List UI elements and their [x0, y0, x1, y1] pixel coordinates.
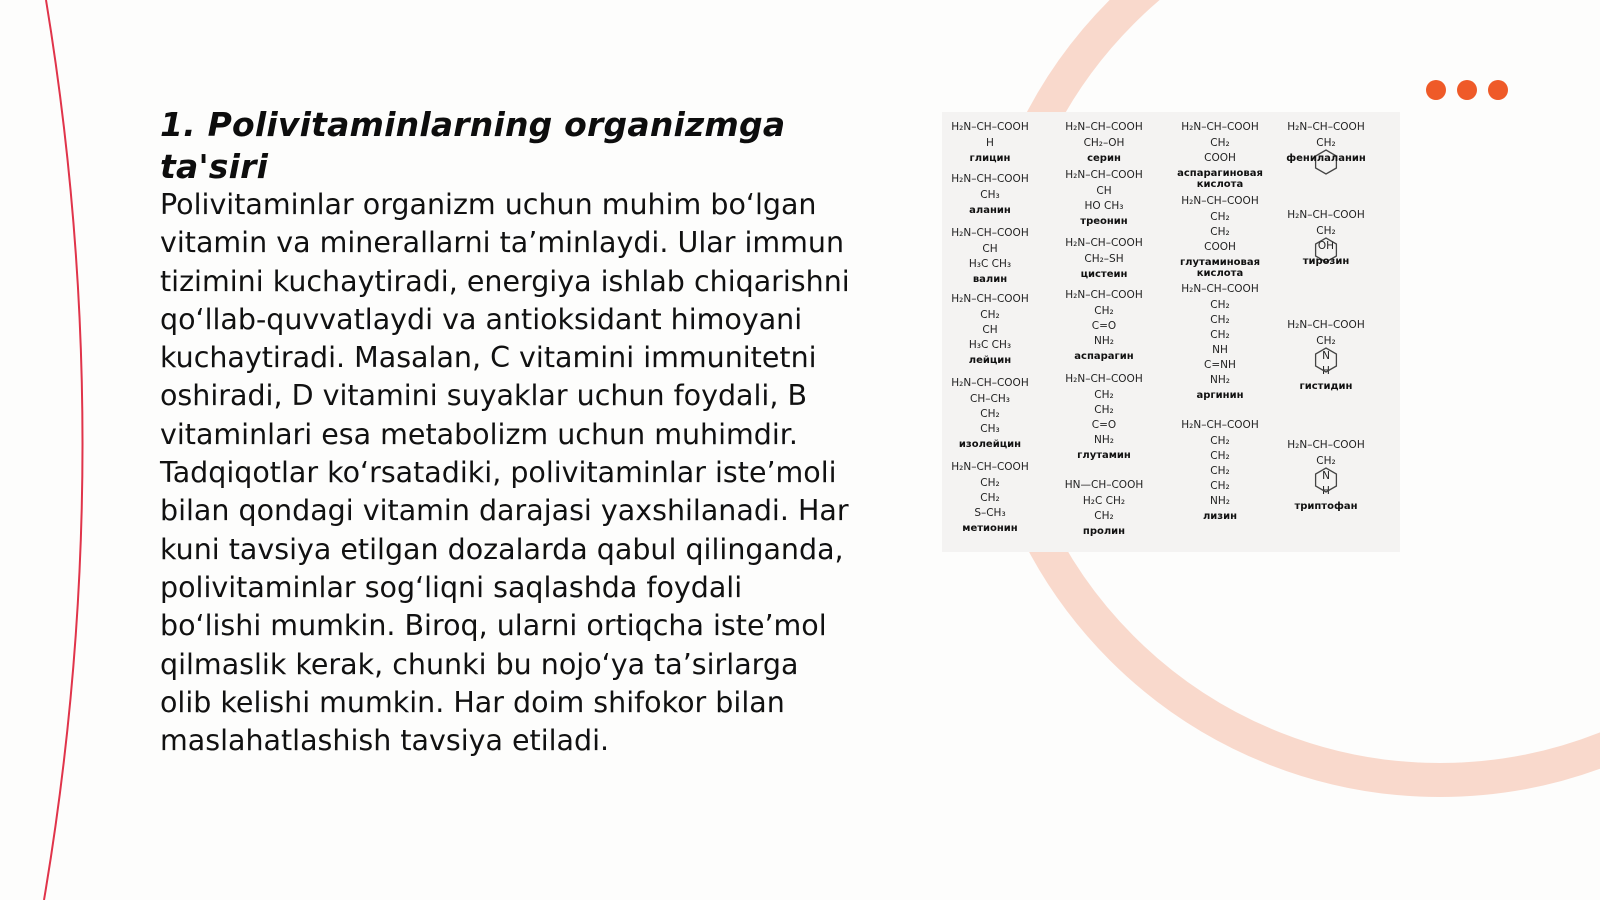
structure-formula-line: H₂N–CH–COOH	[1065, 373, 1143, 385]
dot-icon	[1426, 80, 1446, 100]
structure-formula-line: COOH	[1204, 241, 1236, 253]
structure-formula-line: CH₂	[1094, 510, 1114, 522]
structure-formula-line: N	[1322, 470, 1330, 482]
structure-formula-line: H₂N–CH–COOH	[1287, 439, 1365, 451]
structure-formula-line: CH–CH₃	[970, 393, 1010, 405]
structure-formula-line: H	[1322, 485, 1330, 497]
structure-formula-line: H₃C CH₃	[968, 258, 1012, 270]
amino-acid-name: аспарагин	[1074, 351, 1134, 362]
structure-formula-line: CH₂	[1210, 211, 1230, 223]
amino-acid-name: аланин	[969, 205, 1011, 216]
amino-acid-name: гистидин	[1299, 381, 1353, 392]
slide-title: 1. Polivitaminlarning organizmga ta'siri	[160, 105, 786, 186]
amino-acid-name: тирозин	[1302, 256, 1350, 267]
structure-formula-line: CH₂	[1210, 465, 1230, 477]
structure-formula-line: H₂N–CH–COOH	[1181, 419, 1259, 431]
structure-formula-line: CH₂	[1210, 137, 1230, 149]
amino-acid-name: триптофан	[1294, 501, 1358, 512]
structure-formula-line: NH₂	[1094, 335, 1114, 347]
structure-formula-line: H₂N–CH–COOH	[951, 293, 1029, 305]
structure-formula-line: CH₂	[1316, 137, 1336, 149]
structure-formula-line: H	[1322, 365, 1330, 377]
left-accent-line	[44, 0, 83, 900]
structure-formula-line: CH₂	[1210, 435, 1230, 447]
amino-acid-name: глицин	[969, 153, 1011, 164]
structure-formula-line: CH₂	[1094, 404, 1114, 416]
amino-acid-name: аспарагиновая	[1177, 168, 1263, 179]
structure-formula-line: H₂N–CH–COOH	[1181, 121, 1259, 133]
structure-formula-line: H₃C CH₃	[968, 339, 1012, 351]
structure-formula-line: HO CH₃	[1084, 200, 1124, 212]
structure-formula-line: H₂C CH₂	[1082, 495, 1126, 507]
structure-formula-line: H₂N–CH–COOH	[951, 173, 1029, 185]
structure-formula-line: CH₂	[1094, 389, 1114, 401]
structure-formula-line: C=O	[1091, 419, 1117, 431]
amino-acid-name: глутаминовая	[1179, 257, 1261, 268]
structure-formula-line: H₂N–CH–COOH	[1287, 121, 1365, 133]
structure-formula-line: NH₂	[1094, 434, 1114, 446]
amino-acid-name: цистеин	[1080, 269, 1128, 280]
structure-formula-line: CH₂	[1316, 455, 1336, 467]
structure-formula-line: CH₂	[1210, 480, 1230, 492]
amino-acid-structures-image	[942, 112, 1400, 552]
amino-acid-name: изолейцин	[958, 439, 1022, 450]
amino-acid-name: треонин	[1080, 216, 1128, 227]
structure-formula-line: CH	[1096, 185, 1112, 197]
structure-formula-line: H₂N–CH–COOH	[1181, 283, 1259, 295]
structure-formula-line: CH₂	[1210, 299, 1230, 311]
amino-acid-name: кислота	[1196, 179, 1244, 190]
structure-formula-line: H₂N–CH–COOH	[951, 227, 1029, 239]
structure-formula-line: CH₂	[1210, 329, 1230, 341]
structure-formula-line: OH	[1317, 240, 1335, 252]
structure-formula-line: NH	[1212, 344, 1228, 356]
structure-formula-line: N	[1322, 350, 1330, 362]
dot-icon	[1488, 80, 1508, 100]
structure-formula-line: NH₂	[1210, 495, 1230, 507]
structure-formula-line: CH	[982, 324, 998, 336]
amino-acid-name: валин	[972, 274, 1008, 285]
structure-formula-line: CH₂	[980, 477, 1000, 489]
structure-formula-line: C=NH	[1204, 359, 1236, 371]
structure-formula-line: CH₂	[980, 408, 1000, 420]
structure-formula-line: H	[986, 137, 994, 149]
structure-formula-line: H₂N–CH–COOH	[1065, 237, 1143, 249]
structure-formula-line: H₂N–CH–COOH	[1181, 195, 1259, 207]
amino-acid-name: аргинин	[1196, 390, 1244, 401]
structure-formula-line: H₂N–CH–COOH	[1065, 121, 1143, 133]
structure-formula-line: CH₃	[980, 189, 1000, 201]
structure-formula-line: H₂N–CH–COOH	[951, 461, 1029, 473]
structure-formula-line: CH₂	[980, 309, 1000, 321]
structure-formula-line: H₂N–CH–COOH	[1287, 209, 1365, 221]
amino-acid-name: лизин	[1202, 511, 1238, 522]
structure-formula-line: CH₂	[1316, 335, 1336, 347]
amino-acid-name: фенилаланин	[1286, 153, 1366, 164]
structure-formula-line: H₂N–CH–COOH	[951, 121, 1029, 133]
structure-formula-line: C=O	[1091, 320, 1117, 332]
structure-formula-line: CH₂	[1210, 450, 1230, 462]
amino-acid-name: пролин	[1082, 526, 1126, 537]
dot-icon	[1457, 80, 1477, 100]
structure-formula-line: H₂N–CH–COOH	[1065, 289, 1143, 301]
structure-formula-line: CH₂–OH	[1083, 137, 1125, 149]
menu-dots	[1426, 80, 1508, 100]
structure-formula-line: COOH	[1204, 152, 1236, 164]
structure-formula-line: CH₂–SH	[1084, 253, 1124, 265]
structure-formula-line: CH₃	[980, 423, 1000, 435]
structure-formula-line: CH₂	[980, 492, 1000, 504]
amino-acid-name: метионин	[962, 523, 1018, 534]
structure-formula-line: CH₂	[1094, 305, 1114, 317]
structure-formula-line: CH₂	[1210, 314, 1230, 326]
structure-formula-line: NH₂	[1210, 374, 1230, 386]
structure-formula-line: HN—CH–COOH	[1064, 479, 1144, 491]
structure-formula-line: H₂N–CH–COOH	[951, 377, 1029, 389]
structure-formula-line: S–CH₃	[974, 507, 1006, 519]
structure-formula-line: H₂N–CH–COOH	[1065, 169, 1143, 181]
amino-acid-name: кислота	[1196, 268, 1244, 279]
slide-body-text: Polivitaminlar organizm uchun muhim bo‘lgan vitamin va minerallarni ta’minlaydi. Ular immun tizimini kuchaytiradi, energiya ishlab chiqarishni qo‘llab-quvvatlaydi va antioksidant himoyani kuchaytiradi. Masalan, C vitamini immunitetni oshiradi, D vitamini suyaklar uchun foydali, B vitaminlari esa metabolizm uchun muhimdir. Tadqiqotlar ko‘rsatadiki, polivitaminlar iste’moli bilan qondagi vitamin darajasi yaxshilanadi. Har kuni tavsiya etilgan dozalarda qabul qilinganda, polivitaminlar sog‘liqni saqlashda foydali bo‘lishi mumkin. Biroq, ularni ortiqcha iste’mol qilmaslik kerak, chunki bu nojo‘ya ta’sirlarga olib kelishi mumkin. Har doim shifokor bilan maslahatlashish tavsiya etiladi.	[160, 188, 850, 758]
amino-acid-name: лейцин	[968, 355, 1012, 366]
structure-formula-line: H₂N–CH–COOH	[1287, 319, 1365, 331]
amino-acid-name: серин	[1087, 153, 1121, 164]
structure-formula-line: CH₂	[1210, 226, 1230, 238]
structure-formula-line: CH	[982, 243, 998, 255]
structure-formula-line: CH₂	[1316, 225, 1336, 237]
amino-acid-name: глутамин	[1077, 450, 1131, 461]
